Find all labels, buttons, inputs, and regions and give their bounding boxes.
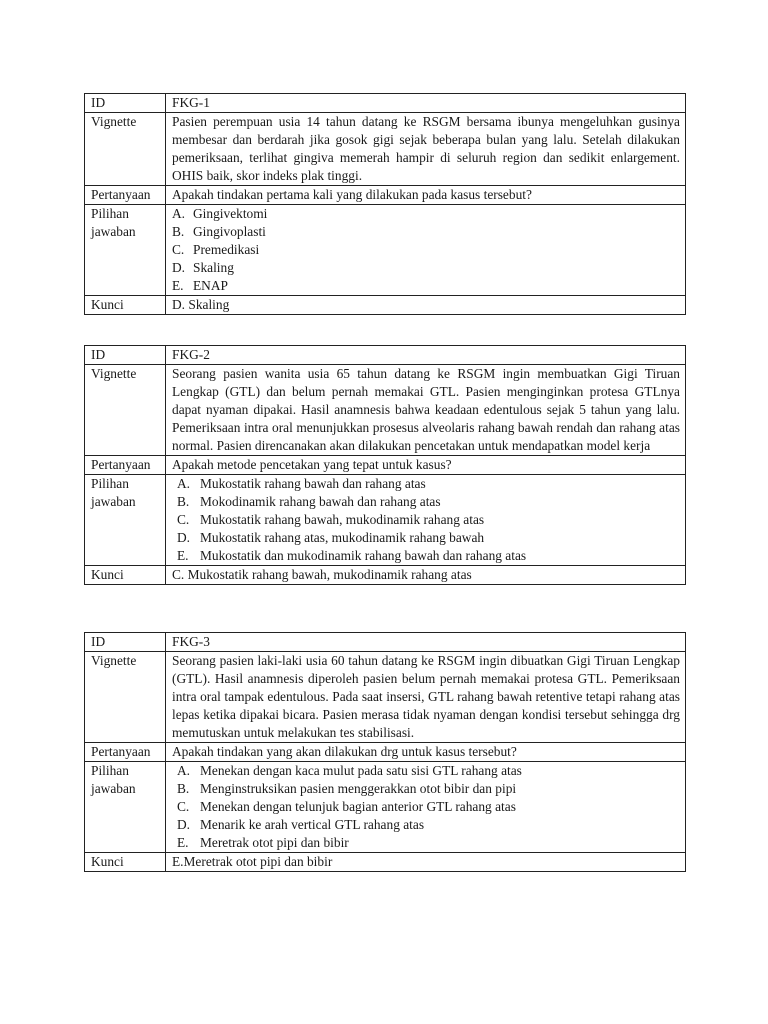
choice-a <box>172 205 680 223</box>
choice-d <box>172 529 680 547</box>
vignette-row <box>85 113 686 186</box>
question-label: Pertanyaan <box>85 743 166 762</box>
choices-label: Pilihan jawaban <box>85 762 166 853</box>
choice-letter: D. <box>177 530 191 545</box>
choice-letter: E. <box>177 548 189 563</box>
choice-letter: E. <box>177 835 189 850</box>
choices-list <box>172 475 680 565</box>
choice-letter: D. <box>177 817 191 832</box>
key-row <box>85 296 686 315</box>
key-label: Kunci <box>85 853 166 872</box>
choice-text: Gingivoplasti <box>193 224 266 239</box>
key-label: Kunci <box>85 296 166 315</box>
key-row <box>85 853 686 872</box>
choice-text: Mukostatik rahang bawah, mukodinamik rahang atas <box>200 512 485 527</box>
choice-text: Mokodinamik rahang bawah dan rahang atas <box>200 494 441 509</box>
choice-e <box>172 547 680 565</box>
key-value: D. Skaling <box>166 296 686 315</box>
choice-e <box>172 277 680 295</box>
choice-letter: B. <box>172 224 185 239</box>
question-label: Pertanyaan <box>85 456 166 475</box>
choice-b <box>172 223 680 241</box>
choices-list <box>172 205 680 295</box>
question-text: Apakah tindakan yang akan dilakukan drg untuk kasus tersebut? <box>166 743 686 762</box>
id-value: FKG-2 <box>166 346 686 365</box>
vignette-row <box>85 365 686 456</box>
id-label: ID <box>85 633 166 652</box>
choice-b <box>172 780 680 798</box>
question-table-fkg-2 <box>84 345 686 585</box>
id-row <box>85 633 686 652</box>
choice-text: Mukostatik dan mukodinamik rahang bawah dan rahang atas <box>200 548 527 563</box>
question-row <box>85 743 686 762</box>
choice-text: Mukostatik rahang bawah dan rahang atas <box>200 476 426 491</box>
choices-row <box>85 205 686 296</box>
id-label: ID <box>85 94 166 113</box>
question-row <box>85 456 686 475</box>
choice-text: Gingivektomi <box>193 206 268 221</box>
choices-cell <box>166 762 686 853</box>
choice-text: Mukostatik rahang atas, mukodinamik rahang bawah <box>200 530 485 545</box>
vignette-label: Vignette <box>85 365 166 456</box>
key-row <box>85 566 686 585</box>
choice-text: Meretrak otot pipi dan bibir <box>200 835 349 850</box>
choice-text: Premedikasi <box>193 242 260 257</box>
key-value: C. Mukostatik rahang bawah, mukodinamik rahang atas <box>166 566 686 585</box>
choices-cell <box>166 205 686 296</box>
choice-letter: C. <box>177 799 190 814</box>
choice-c <box>172 511 680 529</box>
id-row <box>85 346 686 365</box>
id-label: ID <box>85 346 166 365</box>
choice-letter: E. <box>172 278 184 293</box>
choice-c <box>172 798 680 816</box>
choices-label: Pilihan jawaban <box>85 475 166 566</box>
vignette-label: Vignette <box>85 113 166 186</box>
choice-text: Menarik ke arah vertical GTL rahang atas <box>200 817 425 832</box>
choice-b <box>172 493 680 511</box>
vignette-text: Pasien perempuan usia 14 tahun datang ke RSGM bersama ibunya mengeluhkan gusinya membesar dan berdarah jika gosok gigi sejak beberapa bulan yang lalu. Setelah dilakukan pemeriksaan, terlihat gingiva memerah hampir di seluruh region dan sedikit enlargement. OHIS baik, skor indeks plak tinggi. <box>166 113 686 186</box>
choice-e <box>172 834 680 852</box>
choice-a <box>172 762 680 780</box>
choice-letter: C. <box>172 242 185 257</box>
choice-letter: D. <box>172 260 186 275</box>
choice-letter: B. <box>177 494 190 509</box>
key-value: E.Meretrak otot pipi dan bibir <box>166 853 686 872</box>
question-text: Apakah metode pencetakan yang tepat untuk kasus? <box>166 456 686 475</box>
id-value: FKG-3 <box>166 633 686 652</box>
choice-d <box>172 259 680 277</box>
choice-c <box>172 241 680 259</box>
choices-cell <box>166 475 686 566</box>
choice-text: Menekan dengan telunjuk bagian anterior GTL rahang atas <box>200 799 516 814</box>
choice-d <box>172 816 680 834</box>
choice-a <box>172 475 680 493</box>
id-row <box>85 94 686 113</box>
choices-row <box>85 762 686 853</box>
vignette-row <box>85 652 686 743</box>
choice-text: Skaling <box>193 260 234 275</box>
choices-label: Pilihan jawaban <box>85 205 166 296</box>
question-table-fkg-1 <box>84 93 686 315</box>
vignette-label: Vignette <box>85 652 166 743</box>
question-text: Apakah tindakan pertama kali yang dilakukan pada kasus tersebut? <box>166 186 686 205</box>
choices-row <box>85 475 686 566</box>
choice-text: ENAP <box>193 278 228 293</box>
choice-letter: A. <box>177 476 191 491</box>
choice-letter: A. <box>172 206 186 221</box>
choices-list <box>172 762 680 852</box>
id-value: FKG-1 <box>166 94 686 113</box>
vignette-text: Seorang pasien laki-laki usia 60 tahun datang ke RSGM ingin dibuatkan Gigi Tiruan Lengkap (GTL). Hasil anamnesis diperoleh pasien belum pernah memakai protesa GTL. Pemeriksaan intra oral tampak edentulous. Pada saat insersi, GTL rahang bawah retentive tetapi rahang atas lepas ketika dipakai bicara. Pasien merasa tidak nyaman dengan kondisi tersebut sehingga drg memutuskan untuk melakukan tes stabilisasi. <box>166 652 686 743</box>
key-label: Kunci <box>85 566 166 585</box>
choice-letter: C. <box>177 512 190 527</box>
choice-letter: B. <box>177 781 190 796</box>
question-label: Pertanyaan <box>85 186 166 205</box>
question-table-fkg-3 <box>84 632 686 872</box>
choice-letter: A. <box>177 763 191 778</box>
vignette-text: Seorang pasien wanita usia 65 tahun datang ke RSGM ingin membuatkan Gigi Tiruan Lengkap (GTL) dan belum pernah memakai GTL. Pasien menginginkan protesa GTLnya dapat nyaman dipakai. Hasil anamnesis bahwa keadaan edentulous sejak 5 tahun yang lalu. Pemeriksaan intra oral menunjukkan prosesus alveolaris rahang bawah rendah dan rahang atas normal. Pasien direncanakan akan dilakukan pencetakan untuk mendapatkan model kerja <box>166 365 686 456</box>
question-row <box>85 186 686 205</box>
choice-text: Menekan dengan kaca mulut pada satu sisi GTL rahang atas <box>200 763 522 778</box>
choice-text: Menginstruksikan pasien menggerakkan otot bibir dan pipi <box>200 781 517 796</box>
